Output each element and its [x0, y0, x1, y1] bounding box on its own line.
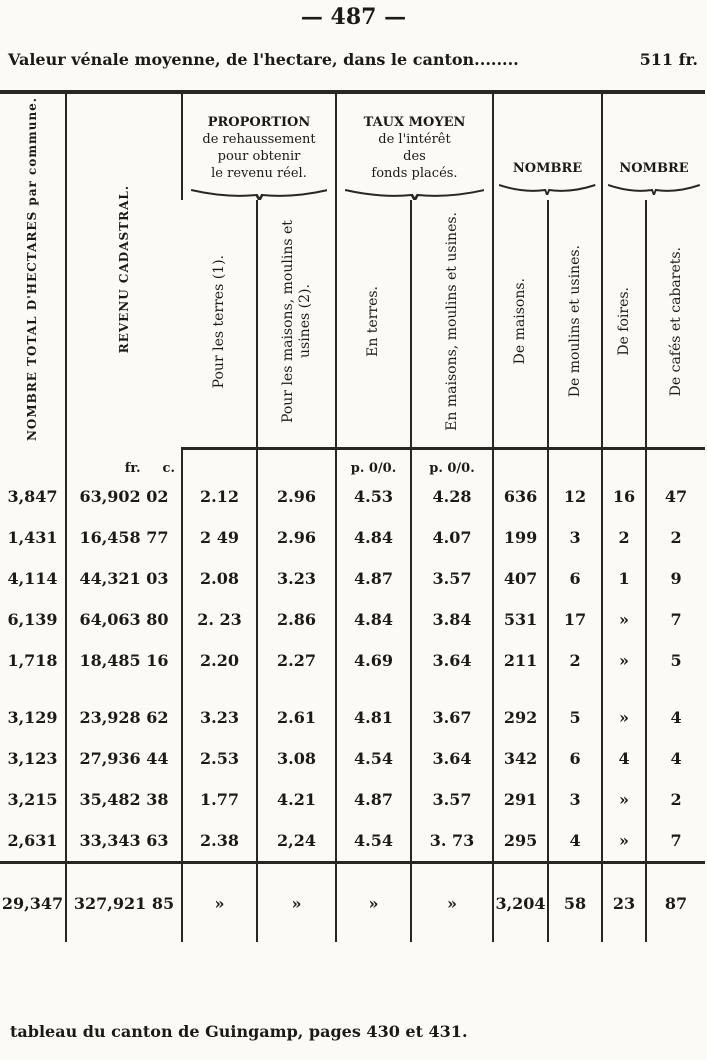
- cell-foires: »: [602, 599, 646, 640]
- cell-cafes: 2: [646, 779, 705, 820]
- header-de-cafes: De cafés et cabarets.: [646, 200, 705, 449]
- valeur-text: Valeur vénale moyenne, de l'hectare, dans le canton........: [8, 50, 519, 69]
- table-row: [0, 476, 705, 517]
- cell-taux-maisons: 4.28: [411, 476, 493, 517]
- cell-taux-terres: 4.53: [336, 476, 411, 517]
- cell-taux-maisons: 3.67: [411, 697, 493, 738]
- cell-taux-maisons: 3.57: [411, 779, 493, 820]
- cell-nb-moulins: 17: [548, 599, 602, 640]
- table-row: [0, 599, 705, 640]
- cell-cafes: 5: [646, 640, 705, 681]
- page-number: — 487 —: [300, 4, 407, 30]
- cell-revenu: 35,482 38: [66, 779, 182, 820]
- cell-terres: 2.38: [182, 820, 257, 863]
- header-nombre-hectares: NOMBRE TOTAL D'HECTARES par commune.: [0, 92, 66, 449]
- cell-hectares: 3,847: [7, 487, 58, 506]
- unit-fr: fr.: [124, 461, 141, 476]
- cell-cafes: 7: [646, 820, 705, 863]
- cell-revenu: 44,321 03: [66, 558, 182, 599]
- cell-taux-terres: 4.81: [336, 697, 411, 738]
- header-revenu-cadastral: REVENU CADASTRAL.: [66, 92, 182, 449]
- cell-nb-moulins: 5: [548, 697, 602, 738]
- cell-hectares: 3,123: [7, 749, 58, 768]
- cell-revenu: 18,485 16: [66, 640, 182, 681]
- table-row: [0, 558, 705, 599]
- cell-nb-moulins: 2: [548, 640, 602, 681]
- cell-terres: 3.23: [182, 697, 257, 738]
- cell-nb-moulins: 6: [548, 738, 602, 779]
- unit-pct-terres: p. 0/0.: [336, 449, 411, 477]
- header-group-taux: TAUX MOYEN de l'intérêt des fonds placés.: [336, 92, 493, 200]
- cell-taux-terres: 4.84: [336, 517, 411, 558]
- cell-taux-maisons: 4.07: [411, 517, 493, 558]
- header-en-terres: En terres.: [336, 200, 411, 449]
- cell-nb-moulins: 6: [548, 558, 602, 599]
- cell-foires: 1: [602, 558, 646, 599]
- cell-maisons: 2.27: [257, 640, 336, 681]
- cell-taux-terres: 4.54: [336, 738, 411, 779]
- cell-revenu: 33,343 63: [66, 820, 182, 863]
- cell-revenu: 23,928 62: [66, 697, 182, 738]
- valeur-venale-line: [8, 50, 698, 69]
- cell-terres: 2.53: [182, 738, 257, 779]
- cell-hectares: 4,114: [7, 569, 58, 588]
- cell-foires: 16: [602, 476, 646, 517]
- cell-cafes: 2: [646, 517, 705, 558]
- header-de-foires: De foires.: [602, 200, 646, 449]
- cell-hectares: 1,718: [7, 651, 58, 670]
- cell-revenu: 64,063 80: [66, 599, 182, 640]
- cell-nb-maisons: 291: [493, 779, 548, 820]
- statistics-table: [0, 90, 705, 942]
- footer-note: tableau du canton de Guingamp, pages 430 et 431.: [10, 1022, 468, 1041]
- cell-maisons: 4.21: [257, 779, 336, 820]
- brace-icon: [499, 183, 595, 195]
- cell-taux-maisons: 3.64: [411, 738, 493, 779]
- cell-nb-moulins: 4: [548, 820, 602, 863]
- table-row: [0, 779, 705, 820]
- cell-terres: 2. 23: [182, 599, 257, 640]
- table-row: [0, 697, 705, 738]
- cell-foires: »: [602, 779, 646, 820]
- cell-nb-moulins: 3: [548, 517, 602, 558]
- cell-foires: »: [602, 697, 646, 738]
- cell-cafes: 9: [646, 558, 705, 599]
- cell-hectares: 6,139: [7, 610, 58, 629]
- cell-hectares: 3,215: [7, 790, 58, 809]
- header-en-maisons: En maisons, moulins et usines.: [411, 200, 493, 449]
- cell-taux-maisons: 3. 73: [411, 820, 493, 863]
- header-pour-maisons: Pour les maisons, moulins et usines (2).: [257, 200, 336, 449]
- cell-terres: 2.08: [182, 558, 257, 599]
- cell-maisons: 3.08: [257, 738, 336, 779]
- cell-nb-maisons: 531: [493, 599, 548, 640]
- unit-c: c.: [162, 461, 175, 476]
- cell-maisons: 2.96: [257, 476, 336, 517]
- cell-maisons: 2.86: [257, 599, 336, 640]
- brace-icon: [608, 183, 700, 195]
- cell-nb-maisons: 342: [493, 738, 548, 779]
- cell-foires: 2: [602, 517, 646, 558]
- cell-terres: 2 49: [182, 517, 257, 558]
- cell-nb-maisons: 295: [493, 820, 548, 863]
- cell-cafes: 4: [646, 697, 705, 738]
- cell-taux-maisons: 3.84: [411, 599, 493, 640]
- header-pour-terres: Pour les terres (1).: [182, 200, 257, 449]
- cell-terres: 2.20: [182, 640, 257, 681]
- header-group-nombre-2: NOMBRE: [602, 92, 705, 200]
- table-row: [0, 738, 705, 779]
- cell-maisons: 2.96: [257, 517, 336, 558]
- cell-nb-moulins: 3: [548, 779, 602, 820]
- cell-taux-terres: 4.84: [336, 599, 411, 640]
- cell-hectares: 1,431: [7, 528, 58, 547]
- cell-cafes: 47: [646, 476, 705, 517]
- cell-terres: 2.12: [182, 476, 257, 517]
- cell-taux-maisons: 3.64: [411, 640, 493, 681]
- cell-cafes: 7: [646, 599, 705, 640]
- total-row: 29,347 327,921 85 » » » » 3,204 58 23 87: [0, 863, 705, 943]
- cell-revenu: 16,458 77: [66, 517, 182, 558]
- header-group-proportion: PROPORTION de rehaussement pour obtenir le revenu réel.: [182, 92, 336, 200]
- cell-nb-maisons: 292: [493, 697, 548, 738]
- cell-maisons: 2.61: [257, 697, 336, 738]
- cell-hectares: 2,631: [7, 831, 58, 850]
- cell-hectares: 3,129: [7, 708, 58, 727]
- cell-revenu: 27,936 44: [66, 738, 182, 779]
- table-row: [0, 640, 705, 681]
- cell-taux-terres: 4.87: [336, 558, 411, 599]
- header-de-moulins: De moulins et usines.: [548, 200, 602, 449]
- cell-taux-terres: 4.69: [336, 640, 411, 681]
- cell-foires: 4: [602, 738, 646, 779]
- table-row: [0, 517, 705, 558]
- cell-maisons: 2,24: [257, 820, 336, 863]
- cell-nb-maisons: 636: [493, 476, 548, 517]
- units-row: [0, 449, 705, 477]
- header-de-maisons: De maisons.: [493, 200, 548, 449]
- cell-taux-maisons: 3.57: [411, 558, 493, 599]
- header-group-nombre-1: NOMBRE: [493, 92, 602, 200]
- cell-nb-maisons: 199: [493, 517, 548, 558]
- cell-revenu: 63,902 02: [66, 476, 182, 517]
- cell-nb-maisons: 407: [493, 558, 548, 599]
- brace-icon: [191, 188, 328, 200]
- cell-foires: »: [602, 820, 646, 863]
- unit-pct-maisons: p. 0/0.: [411, 449, 493, 477]
- cell-foires: »: [602, 640, 646, 681]
- valeur-amount: 511 fr.: [639, 50, 698, 69]
- cell-maisons: 3.23: [257, 558, 336, 599]
- cell-nb-moulins: 12: [548, 476, 602, 517]
- cell-terres: 1.77: [182, 779, 257, 820]
- cell-nb-maisons: 211: [493, 640, 548, 681]
- brace-icon: [345, 188, 485, 200]
- cell-taux-terres: 4.87: [336, 779, 411, 820]
- cell-cafes: 4: [646, 738, 705, 779]
- table-row: [0, 820, 705, 863]
- cell-taux-terres: 4.54: [336, 820, 411, 863]
